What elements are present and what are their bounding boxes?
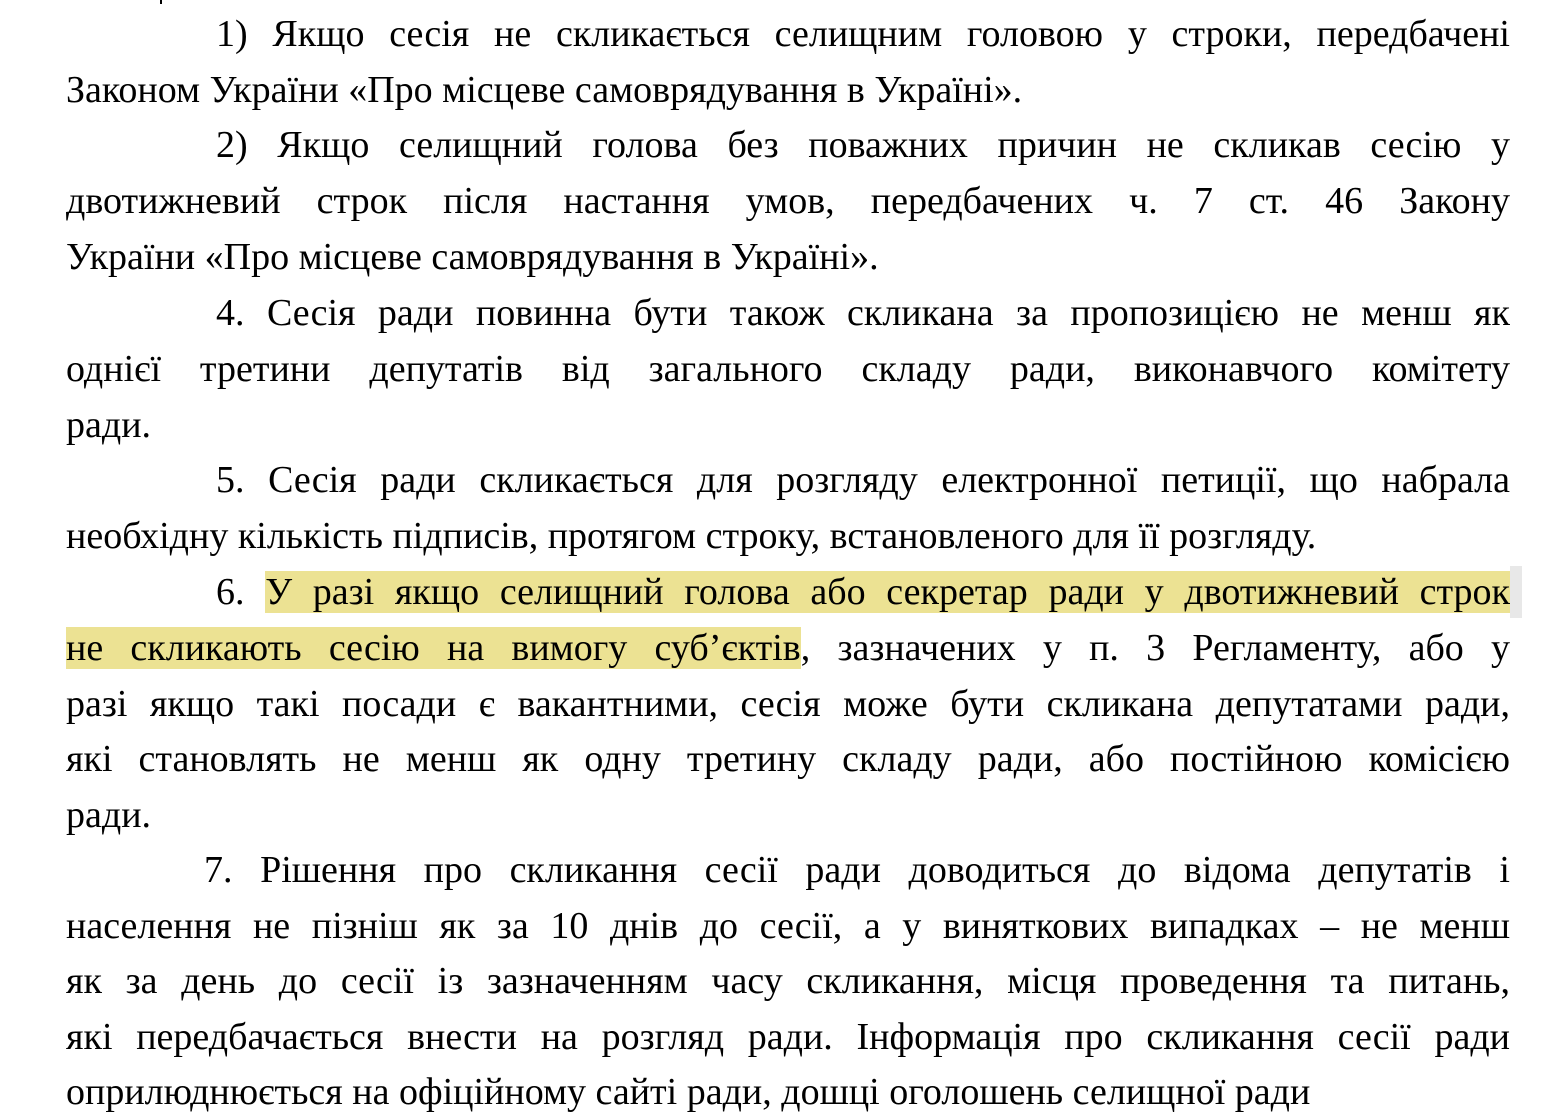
paragraph-4-line-3: ради.: [66, 404, 152, 446]
paragraph-6-line-5: ради.: [66, 794, 152, 836]
paragraph-6-line-1: [216, 564, 1510, 620]
paragraph-6-line-3: разі якщо такі посади є вакантними, сесія може бути скликана депутатами ради,: [66, 683, 1510, 725]
paragraph-5-line-1: 5. Сесія ради скликається для розгляду електронної петиції, що набрала: [216, 459, 1510, 501]
page-edge-mark: [160, 0, 162, 4]
paragraph-6-line-2: [66, 620, 1510, 676]
paragraph-1-line-1: 1) Якщо сесія не скликається селищним головою у строки, передбачені: [216, 13, 1510, 55]
paragraph-4-line-2: однієї третини депутатів від загального складу ради, виконавчого комітету: [66, 348, 1510, 390]
paragraph-1-line-2: Законом України «Про місцеве самоврядування в Україні».: [66, 69, 1023, 111]
highlighted-text: У разі якщо селищний голова або секретар ради у двотижневий строк: [265, 571, 1511, 613]
paragraph-4-line-1: 4. Сесія ради повинна бути також скликана за пропозицією не менш як: [216, 292, 1510, 334]
paragraph-2-line-2: двотижневий строк після настання умов, передбачених ч. 7 ст. 46 Закону: [66, 180, 1510, 222]
paragraph-6-line-4: які становлять не менш як одну третину складу ради, або постійною комісією: [66, 738, 1510, 780]
paragraph-7-line-1: 7. Рішення про скликання сесії ради доводиться до відома депутатів і: [204, 849, 1510, 891]
paragraph-7-line-4: які передбачається внести на розгляд ради. Інформація про скликання сесії ради: [66, 1016, 1510, 1058]
highlighted-text: не скликають сесію на вимогу суб’єктів: [66, 627, 801, 669]
paragraph-7-line-3: як за день до сесії із зазначенням часу скликання, місця проведення та питань,: [66, 960, 1510, 1002]
selection-edge: [1510, 566, 1522, 618]
paragraph-6-number: 6.: [216, 571, 266, 613]
paragraph-7-line-2: населення не пізніш як за 10 днів до сесії, а у виняткових випадках – не менш: [66, 905, 1510, 947]
paragraph-6-line-2-rest: , зазначених у п. 3 Регламенту, або у: [800, 627, 1510, 669]
paragraph-2-line-1: 2) Якщо селищний голова без поважних причин не скликав сесію у: [216, 124, 1510, 166]
paragraph-5-line-2: необхідну кількість підписів, протягом строку, встановленого для її розгляду.: [66, 515, 1317, 557]
paragraph-2-line-3: України «Про місцеве самоврядування в Україні».: [66, 236, 879, 278]
paragraph-7-line-5: оприлюднюється на офіційному сайті ради, дошці оголошень селищної ради: [66, 1071, 1311, 1113]
